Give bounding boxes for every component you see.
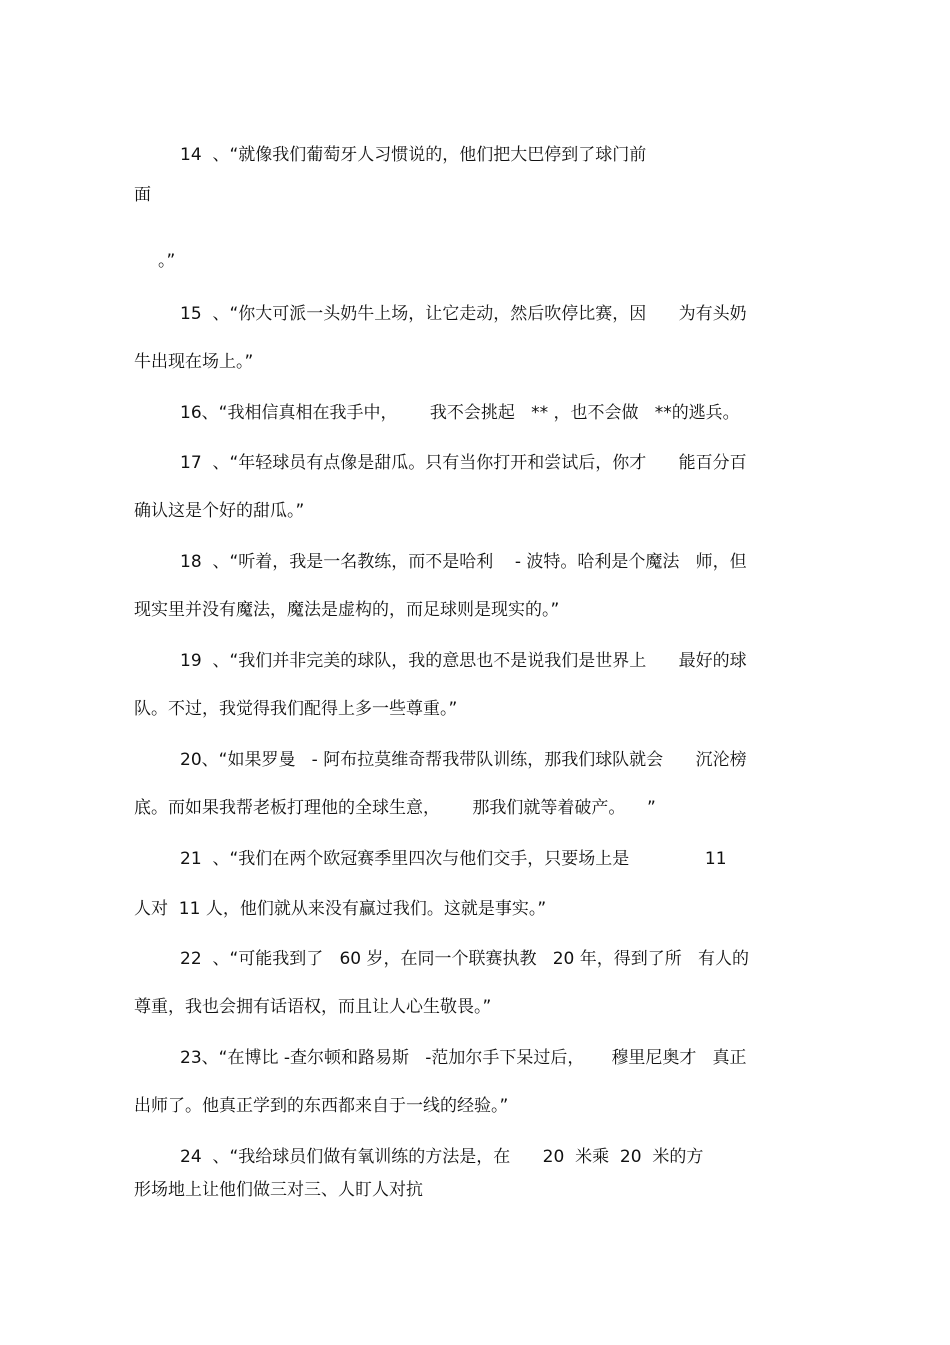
text-line: 确认这是个好的甜瓜。” (134, 501, 305, 521)
text-line: 18 、“听着，我是一名教练，而不是哈利 - 波特。哈利是个魔法 师，但 (180, 552, 747, 572)
text-line: 15 、“你大可派一头奶牛上场，让它走动，然后吹停比赛，因 为有头奶 (180, 304, 747, 324)
text-line: 。” (158, 251, 176, 271)
text-line: 尊重，我也会拥有话语权，而且让人心生敬畏。” (134, 997, 492, 1017)
text-line: 21 、“我们在两个欧冠赛季里四次与他们交手，只要场上是 11 (180, 849, 727, 869)
text-line: 20、“如果罗曼 - 阿布拉莫维奇帮我带队训练，那我们球队就会 沉沦榜 (180, 750, 747, 770)
text-line: 现实里并没有魔法，魔法是虚构的，而足球则是现实的。” (134, 600, 560, 620)
text-line: 队。不过，我觉得我们配得上多一些尊重。” (134, 699, 458, 719)
text-line: 出师了。他真正学到的东西都来自于一线的经验。” (134, 1096, 509, 1116)
text-line: 22 、“可能我到了 60 岁，在同一个联赛执教 20 年，得到了所 有人的 (180, 949, 749, 969)
text-line: 牛出现在场上。” (134, 352, 254, 372)
text-line: 14 、“就像我们葡萄牙人习惯说的，他们把大巴停到了球门前 (180, 145, 647, 165)
text-line: 23、“在博比 -查尔顿和路易斯 -范加尔手下呆过后， 穆里尼奥才 真正 (180, 1048, 747, 1068)
text-line: 形场地上让他们做三对三、人盯人对抗 (134, 1180, 423, 1200)
text-line: 面 (134, 185, 151, 205)
text-line: 16、“我相信真相在我手中， 我不会挑起 ** ，也不会做 **的逃兵。 (180, 403, 740, 423)
text-line: 19 、“我们并非完美的球队，我的意思也不是说我们是世界上 最好的球 (180, 651, 747, 671)
text-line: 底。而如果我帮老板打理他的全球生意， 那我们就等着破产。 ” (134, 798, 656, 818)
text-line: 人对 11 人，他们就从来没有赢过我们。这就是事实。” (134, 899, 547, 919)
text-line: 24 、“我给球员们做有氧训练的方法是，在 20 米乘 20 米的方 (180, 1147, 704, 1167)
text-line: 17 、“年轻球员有点像是甜瓜。只有当你打开和尝试后，你才 能百分百 (180, 453, 747, 473)
